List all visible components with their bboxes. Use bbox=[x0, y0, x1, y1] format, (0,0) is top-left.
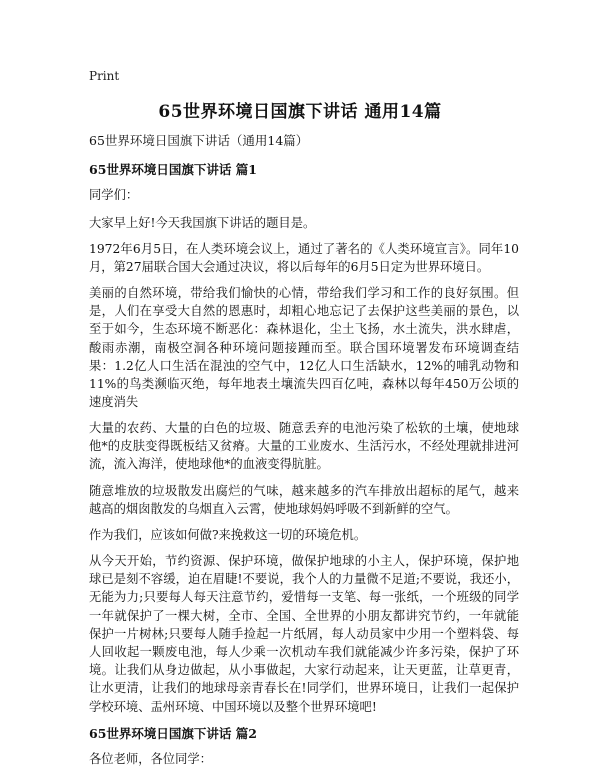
section-heading-1: 65世界环境日国旗下讲话 篇1 bbox=[89, 162, 257, 177]
paragraph: 同学们： bbox=[89, 188, 139, 202]
section-heading-2: 65世界环境日国旗下讲话 篇2 bbox=[89, 726, 257, 741]
document-title: 65世界环境日国旗下讲话 通用14篇 bbox=[158, 102, 442, 122]
print-label[interactable]: Print bbox=[89, 69, 120, 83]
paragraph: 随意堆放的垃圾散发出腐烂的气味，越来越多的汽车排放出超标的尾气，越来越高的烟囱散发的乌烟直入云霄，使地球妈妈呼吸不到新鲜的空气。 bbox=[89, 484, 519, 517]
paragraph: 大量的农药、大量的白色的垃圾、随意丢弃的电池污染了松软的土壤，使地球他*的皮肤变得既板结又贫瘠。大量的工业废水、生活污水，不经处理就排进河流，流入海洋，使地球他*的血液变得肮脏。 bbox=[89, 421, 519, 472]
paragraph: 各位老师，各位同学： bbox=[89, 752, 212, 766]
paragraph: 大家早上好!今天我国旗下讲话的题目是。 bbox=[89, 216, 316, 230]
paragraph: 1972年6月5日，在人类环境会议上，通过了著名的《人类环境宣言》。同年10月，第27届联合国大会通过决议，将以后每年的6月5日定为世界环境日。 bbox=[89, 242, 519, 275]
document-subtitle: 65世界环境日国旗下讲话（通用14篇） bbox=[89, 133, 309, 148]
paragraph: 从今天开始，节约资源、保护环境，做保护地球的小主人，保护环境，保护地球已是刻不容缓，迫在眉睫!不要说，我个人的力量微不足道;不要说，我还小，无能为力;只要每人每天注意节约，爱惜每一支笔、每一张纸，一个班级的同学一年就保护了一棵大树，全市、全国、全世界的小朋友都讲究节约，一年就能保护一片树林;只要每人随手捡起一片纸屑，每人动员家中少用一个塑料袋、每人回收起一颗废电池，每人少乘一次机动车我们就能减少许多污染，保护了环境。让我们从身边做起，从小事做起，大家行动起来，让天更蓝，让草更青，让水更清，让我们的地球母亲青春长在!同学们，世界环境日，让我们一起保护学校环境、盂州环境、中国环境以及整个世界环境吧! bbox=[89, 554, 519, 714]
paragraph: 美丽的自然环境，带给我们愉快的心情，带给我们学习和工作的良好氛围。但是，人们在享受大自然的恩惠时，却粗心地忘记了去保护这些美丽的景色，以至于如今，生态环境不断恶化：森林退化，尘土飞扬，水土流失，洪水肆虐，酸雨赤潮，南极空洞各种环境问题接踵而至。联合国环境署发布环境调查结果：1.2亿人口生活在混浊的空气中，12亿人口生活缺水，12%的哺乳动物和11%的鸟类濒临灭绝，每年地表土壤流失四百亿吨，森林以每年450万公顷的速度消失 bbox=[89, 286, 519, 410]
paragraph: 作为我们，应该如何做?来挽救这一切的环境危机。 bbox=[89, 528, 367, 542]
